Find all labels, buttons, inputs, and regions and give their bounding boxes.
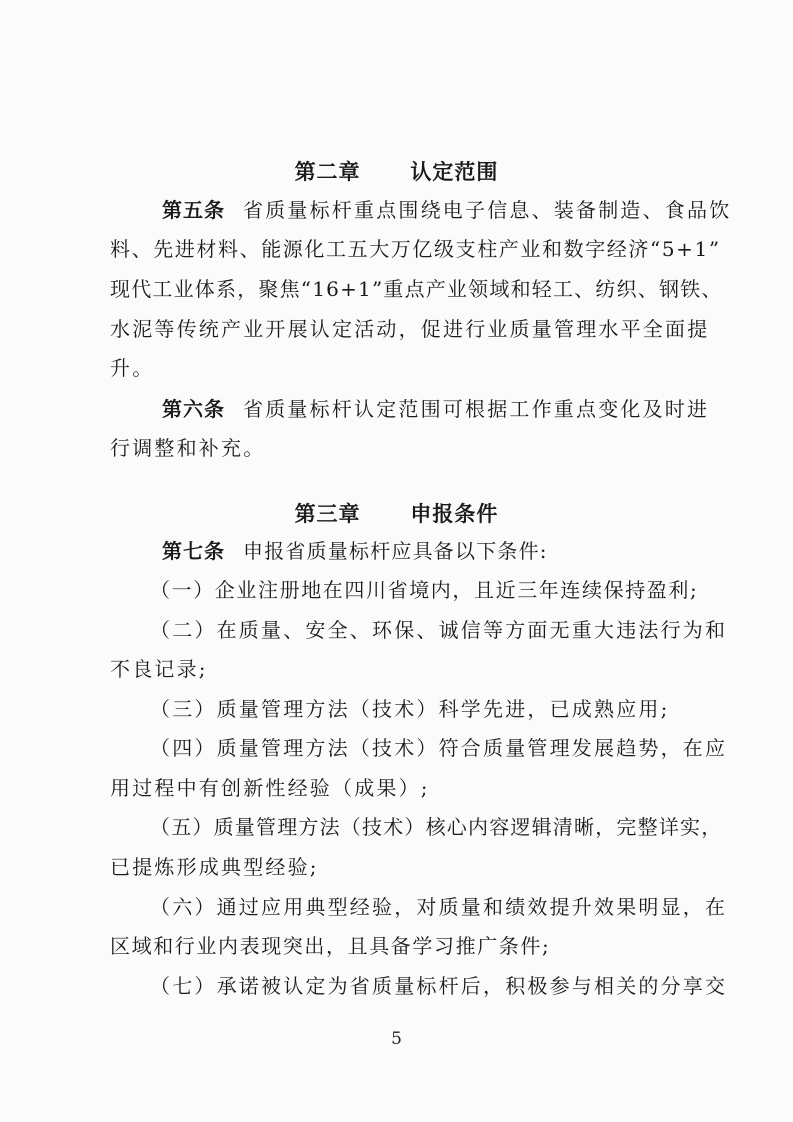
chapter-3-heading: 第三章 申报条件 bbox=[294, 502, 499, 526]
chapter-2-heading: 第二章 认定范围 bbox=[294, 160, 499, 184]
article-5-line-5: 升。 bbox=[110, 356, 155, 380]
page-number: 5 bbox=[391, 1029, 402, 1049]
article-6-line-2: 行调整和补充。 bbox=[110, 436, 266, 460]
article-6-text: 省质量标杆认定范围可根据工作重点变化及时进 bbox=[243, 397, 710, 421]
condition-item-5: （五）质量管理方法（技术）核心内容逻辑清晰，完整详实， bbox=[150, 815, 723, 839]
article-7-label: 第七条 bbox=[162, 539, 225, 563]
article-5-line-2: 料、先进材料、能源化工五大万亿级支柱产业和数字经济“5+1” bbox=[110, 237, 721, 261]
condition-item-1: （一）企业注册地在四川省境内，且近三年连续保持盈利; bbox=[150, 578, 699, 602]
article-6-line-1 bbox=[162, 395, 710, 423]
article-5-text: 省质量标杆重点围绕电子信息、装备制造、食品饮 bbox=[243, 198, 732, 222]
condition-item-7: （七）承诺被认定为省质量标杆后，积极参与相关的分享交 bbox=[150, 974, 728, 998]
condition-item-6-cont: 区域和行业内表现突出，且具备学习推广条件; bbox=[110, 934, 551, 958]
condition-item-4: （四）质量管理方法（技术）符合质量管理发展趋势，在应 bbox=[150, 736, 728, 760]
condition-item-5-cont: 已提炼形成典型经验; bbox=[110, 855, 319, 879]
article-5-line-1 bbox=[162, 196, 732, 224]
article-5-line-4: 水泥等传统产业开展认定活动，促进行业质量管理水平全面提 bbox=[110, 317, 710, 341]
condition-item-2: （二）在质量、安全、环保、诚信等方面无重大违法行为和 bbox=[150, 618, 728, 642]
article-7-intro: 申报省质量标杆应具备以下条件: bbox=[243, 539, 548, 563]
condition-item-2-cont: 不良记录; bbox=[110, 657, 208, 681]
article-5-line-3: 现代工业体系，聚焦“16+1”重点产业领域和轻工、纺织、钢铁、 bbox=[110, 277, 723, 301]
article-6-label: 第六条 bbox=[162, 397, 225, 421]
condition-item-4-cont: 用过程中有创新性经验（成果）; bbox=[110, 776, 430, 800]
article-5-label: 第五条 bbox=[162, 198, 225, 222]
condition-item-6: （六）通过应用典型经验，对质量和绩效提升效果明显，在 bbox=[150, 895, 728, 919]
condition-item-3: （三）质量管理方法（技术）科学先进，已成熟应用; bbox=[150, 697, 670, 721]
article-7-line-1 bbox=[162, 537, 690, 565]
